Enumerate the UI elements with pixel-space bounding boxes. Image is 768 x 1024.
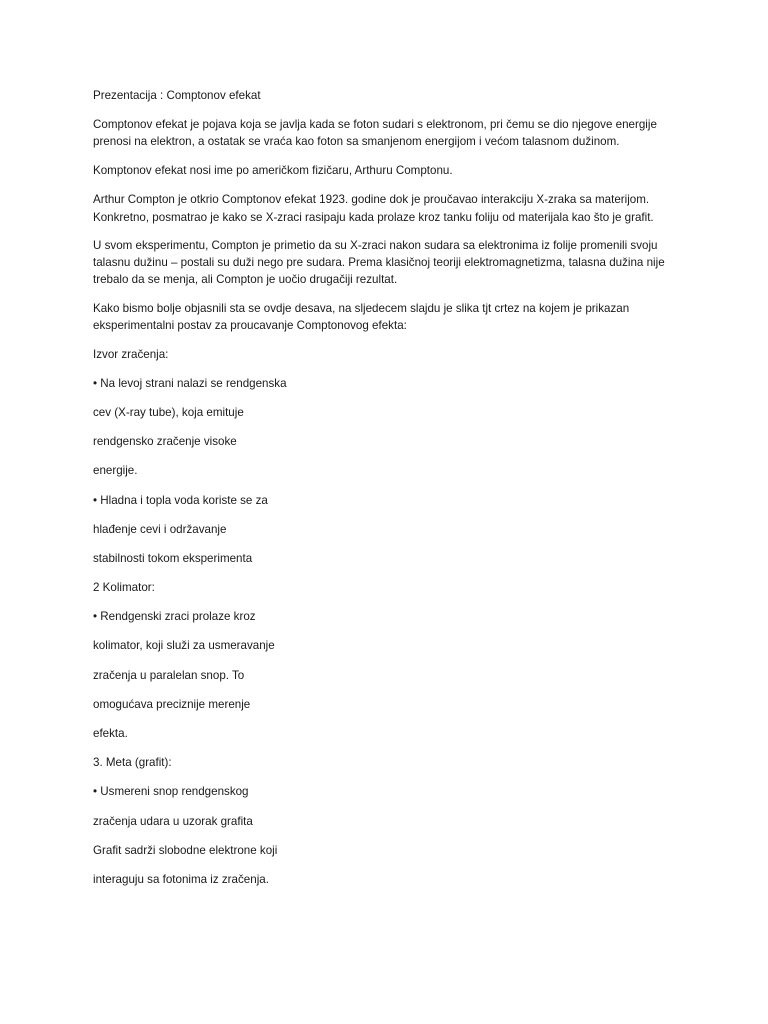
list-item: zračenja u paralelan snop. To [93, 669, 245, 682]
list-item: rendgensko zračenje visoke [93, 435, 237, 448]
paragraph-line: Konkretno, posmatrao je kako se X-zraci rasipaju kada prolaze kroz tanku foliju od materijala kao što je grafit. [93, 211, 654, 224]
paragraph-line: U svom eksperimentu, Compton je primetio da su X-zraci nakon sudara sa elektronima iz folije promenili svoju [93, 239, 658, 252]
list-item: interaguju sa fotonima iz zračenja. [93, 873, 269, 886]
list-item: kolimator, koji služi za usmeravanje [93, 639, 275, 652]
section-heading: 3. Meta (grafit): [93, 756, 172, 769]
list-item: • Rendgenski zraci prolaze kroz [93, 610, 256, 623]
list-item: Grafit sadrži slobodne elektrone koji [93, 844, 278, 857]
list-item: zračenja udara u uzorak grafita [93, 815, 253, 828]
paragraph-line: Kako bismo bolje objasnili sta se ovdje desava, na sljedecem slajdu je slika tjt crtez na kojem je prikazan [93, 302, 630, 315]
list-item: hlađenje cevi i održavanje [93, 523, 227, 536]
paragraph-line: Comptonov efekat je pojava koja se javlja kada se foton sudari s elektronom, pri čemu se dio njegove energije [93, 118, 657, 131]
paragraph-line: prenosi na elektron, a ostatak se vraća kao foton sa smanjenom energijom i većom talasnom dužinom. [93, 135, 620, 148]
paragraph-line: eksperimentalni postav za proucavanje Comptonovog efekta: [93, 319, 407, 332]
list-item: • Na levoj strani nalazi se rendgenska [93, 377, 287, 390]
section-heading: 2 Kolimator: [93, 581, 155, 594]
list-item: efekta. [93, 727, 128, 740]
list-item: cev (X-ray tube), koja emituje [93, 406, 244, 419]
list-item: stabilnosti tokom eksperimenta [93, 552, 253, 565]
list-item: • Usmereni snop rendgenskog [93, 785, 249, 798]
paragraph-line: Komptonov efekat nosi ime po američkom fizičaru, Arthuru Comptonu. [93, 164, 453, 177]
list-item: omogućava preciznije merenje [93, 698, 251, 711]
paragraph-line: trebalo da se menja, ali Compton je uočio drugačiji rezultat. [93, 273, 398, 286]
list-item: energije. [93, 464, 138, 477]
paragraph-line: Arthur Compton je otkrio Comptonov efekat 1923. godine dok je proučavao interakciju X-zraka sa materijom. [93, 193, 650, 206]
document-title: Prezentacija : Comptonov efekat [93, 89, 261, 102]
section-heading: Izvor zračenja: [93, 348, 169, 361]
paragraph-line: talasnu dužinu – postali su duži nego pre sudara. Prema klasičnoj teoriji elektromagnetizma, talasna dužina nije [93, 256, 665, 269]
list-item: • Hladna i topla voda koriste se za [93, 494, 268, 507]
